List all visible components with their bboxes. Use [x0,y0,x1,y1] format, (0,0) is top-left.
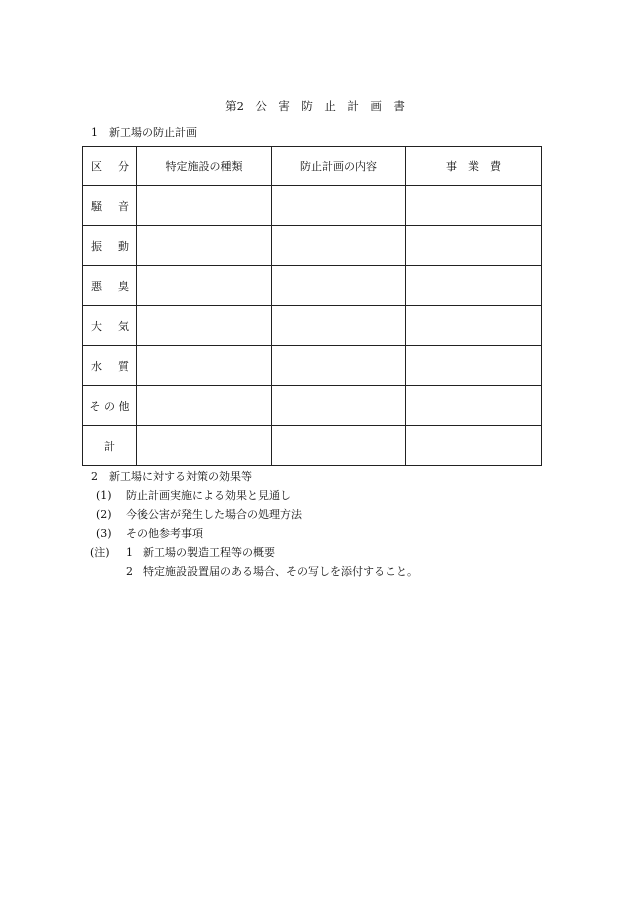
row-category [83,306,137,346]
cell-plan-content [272,386,406,426]
cell-project-cost [406,226,542,266]
cell-facility-type [137,426,272,466]
header-category-right: 分 [118,160,129,173]
table-header-row [83,147,542,186]
row-category [83,346,137,386]
header-facility-type: 特定施設の種類 [137,147,272,186]
table-row [83,186,542,226]
document-title: 第2 公 害 防 止 計 画 書 [225,99,405,113]
note-number: 1 [126,546,133,559]
table-row [83,306,542,346]
list-item [96,487,291,503]
row-category-total: 計 [83,426,137,466]
list-item-number: (1) [96,489,112,502]
list-item-text: 今後公害が発生した場合の処理方法 [126,508,302,521]
table-row [83,226,542,266]
table-row [83,386,542,426]
section-1-heading: 1 新工場の防止計画 [91,126,197,139]
row-category-left: 振 [91,239,102,253]
cell-plan-content [272,426,406,466]
header-project-cost: 事 業 費 [406,147,542,186]
row-category-right: 臭 [118,279,129,293]
cell-project-cost [406,266,542,306]
cell-project-cost [406,426,542,466]
cell-project-cost [406,386,542,426]
list-item-number: (2) [96,508,112,521]
note-item [126,563,418,579]
list-item [96,525,203,541]
row-category [83,186,137,226]
cell-facility-type [137,266,272,306]
cell-facility-type [137,306,272,346]
note-text: 新工場の製造工程等の概要 [143,546,275,559]
header-category-left: 区 [91,160,102,173]
cell-project-cost [406,346,542,386]
note-label: (注) [90,546,110,559]
list-item-number: (3) [96,527,112,540]
row-category-left: 騒 [91,199,102,213]
section-2-heading: 2 新工場に対する対策の効果等 [91,470,252,483]
row-category-left: 悪 [91,279,102,293]
cell-facility-type [137,346,272,386]
cell-plan-content [272,226,406,266]
row-category [83,266,137,306]
row-category-right: 音 [118,199,129,213]
cell-plan-content [272,306,406,346]
row-category-right: 動 [118,239,129,253]
cell-plan-content [272,186,406,226]
header-category [83,147,137,186]
row-category: そ の 他 [83,386,137,426]
cell-facility-type [137,226,272,266]
table-row [83,346,542,386]
cell-project-cost [406,186,542,226]
row-category-left: 大 [91,319,102,333]
cell-project-cost [406,306,542,346]
pollution-prevention-plan-table [82,146,542,466]
row-category-right: 質 [118,359,129,373]
cell-facility-type [137,386,272,426]
row-category-right: 気 [118,319,129,333]
list-item [96,506,302,522]
list-item-text: 防止計画実施による効果と見通し [126,489,291,502]
list-item-text: その他参考事項 [126,527,203,540]
header-plan-content: 防止計画の内容 [272,147,406,186]
table-row [83,266,542,306]
cell-plan-content [272,346,406,386]
table-total-row [83,426,542,466]
cell-facility-type [137,186,272,226]
note-number: 2 [126,565,133,578]
cell-plan-content [272,266,406,306]
row-category [83,226,137,266]
note-text: 特定施設設置届のある場合、その写しを添付すること。 [143,565,418,578]
note-item [126,544,275,560]
row-category-left: 水 [91,359,102,373]
